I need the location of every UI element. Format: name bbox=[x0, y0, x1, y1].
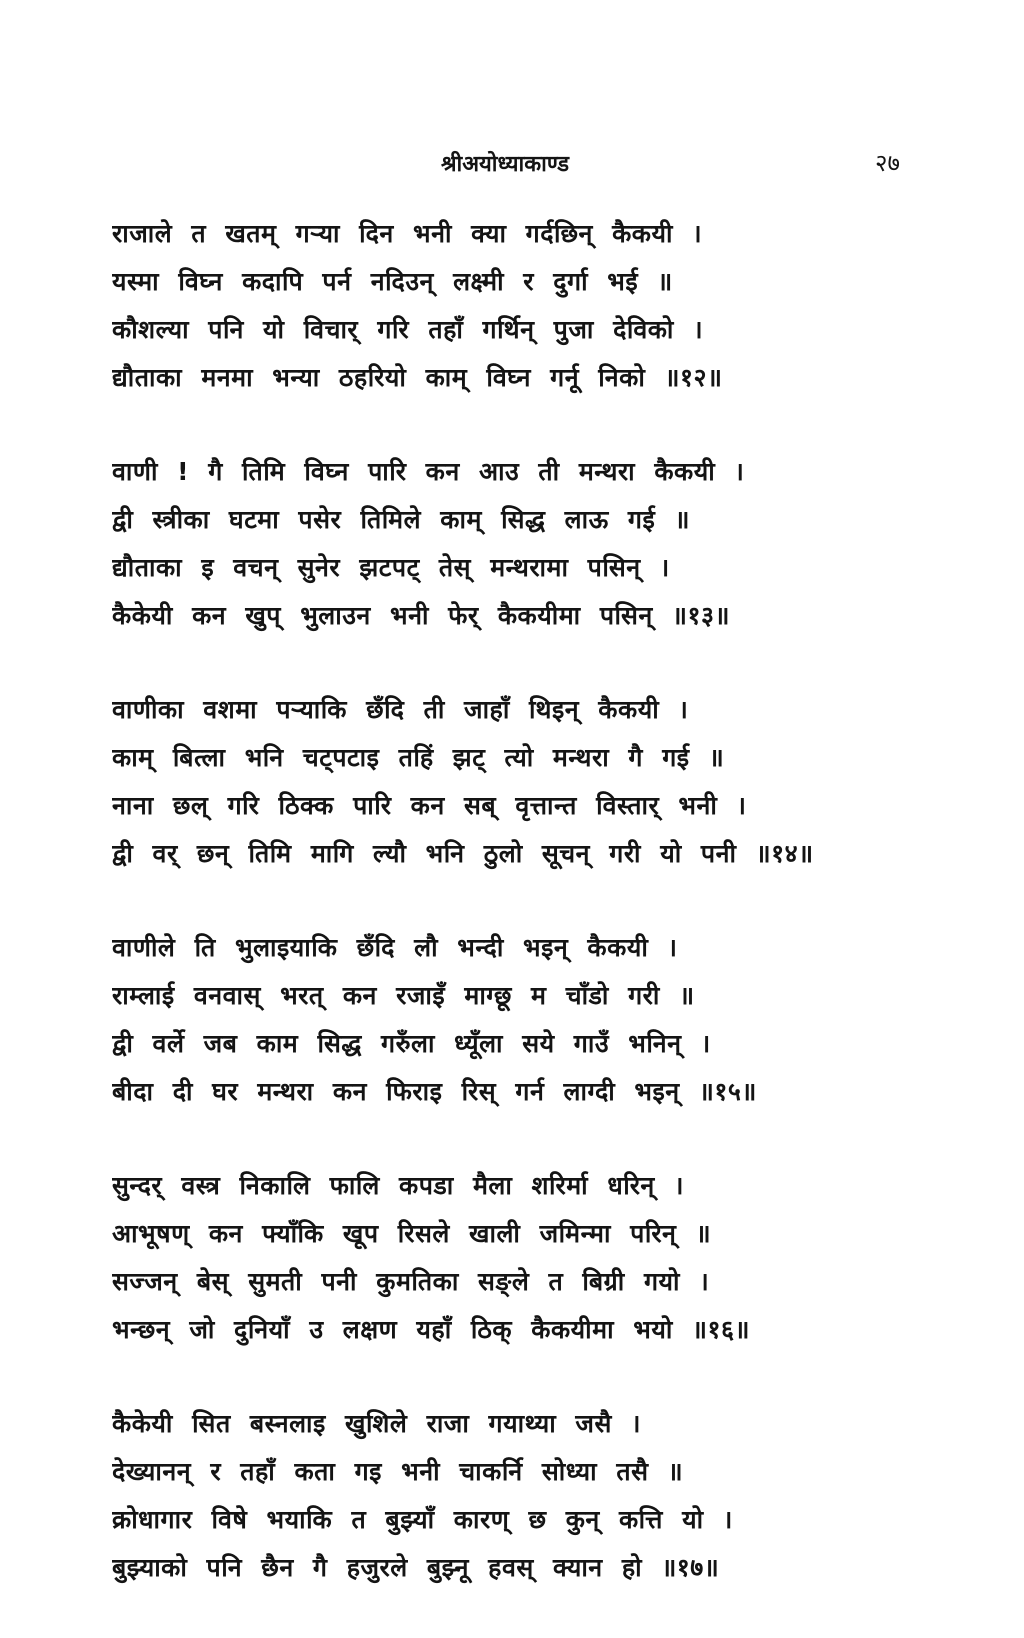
verse-line: कैकेयी सित बस्नलाइ खुशिले राजा गयाथ्या जसै । bbox=[112, 1409, 642, 1438]
verse-line: बुझ्याको पनि छैन गै हजुरले बुझ्नू हवस् क्यान हो ॥१७॥ bbox=[112, 1553, 720, 1582]
verse-line: क्रोधागार विषे भयाकि त बुझ्याँ कारण् छ कुन् कत्ति यो । bbox=[112, 1505, 733, 1534]
verse-line: द्यौताका इ वचन् सुनेर झटपट् तेस् मन्थरामा पसिन् । bbox=[112, 553, 670, 582]
verse-line: सज्जन् बेस् सुमती पनी कुमतिका सङ्ले त बिग्री गयो । bbox=[112, 1267, 710, 1296]
verse-line: यस्मा विघ्न कदापि पर्न नदिउन् लक्ष्मी र दुर्गा भई ॥ bbox=[112, 267, 673, 296]
verse-line: भन्छन् जो दुनियाँ उ लक्षण यहाँ ठिक् कैकयीमा भयो ॥१६॥ bbox=[112, 1315, 750, 1344]
verse-line: द्वी वर् छन् तिमि मागि ल्यौ भनि ठुलो सूचन् गरी यो पनी ॥१४॥ bbox=[112, 839, 814, 868]
stanza-13 bbox=[112, 448, 892, 640]
verse-line: द्वी स्त्रीका घटमा पसेर तिमिले काम् सिद्ध लाऊ गई ॥ bbox=[112, 505, 690, 534]
verse-line: वाणीका वशमा पऱ्याकि छँदि ती जाहाँ थिइन् कैकयी । bbox=[112, 695, 689, 724]
stanza-12 bbox=[112, 210, 892, 402]
verse-line: कैकेयी कन खुप् भुलाउन भनी फेर् कैकयीमा पसिन् ॥१३॥ bbox=[112, 601, 730, 630]
stanza-16 bbox=[112, 1162, 892, 1354]
verse-line: नाना छल् गरि ठिक्क पारि कन सब् वृत्तान्त विस्तार् भनी । bbox=[112, 791, 747, 820]
verse-line: बीदा दी घर मन्थरा कन फिराइ रिस् गर्न लाग्दी भइन् ॥१५॥ bbox=[112, 1077, 757, 1106]
verse-line: राजाले त खतम् गऱ्या दिन भनी क्या गर्दछिन् कैकयी । bbox=[112, 219, 703, 248]
verse-line: सुन्दर् वस्त्र निकालि फालि कपडा मैला शरिर्मा धरिन् । bbox=[112, 1171, 684, 1200]
verse-line: द्वी वर्ले जब काम सिद्ध गरुँला ध्यूँला सये गाउँ भनिन् । bbox=[112, 1029, 711, 1058]
verse-line: कौशल्या पनि यो विचार् गरि तहाँ गर्थिन् पुजा देविको । bbox=[112, 315, 704, 344]
stanza-15 bbox=[112, 924, 892, 1116]
verse-line: देख्यानन् र तहाँ कता गइ भनी चाकर्नि सोध्या तसै ॥ bbox=[112, 1457, 684, 1486]
running-title: श्रीअयोध्याकाण्ड bbox=[440, 152, 570, 177]
verse-line: वाणी ! गै तिमि विघ्न पारि कन आउ ती मन्थरा कैकयी । bbox=[112, 457, 745, 486]
verse-line: वाणीले ति भुलाइयाकि छँदि लौ भन्दी भइन् कैकयी । bbox=[112, 933, 678, 962]
verse-line: राम्लाई वनवास् भरत् कन रजाइँ माग्छू म चाँडो गरी ॥ bbox=[112, 981, 695, 1010]
stanza-14 bbox=[112, 686, 892, 878]
verse-body bbox=[112, 210, 892, 1638]
page-header bbox=[110, 140, 900, 190]
stanza-17 bbox=[112, 1400, 892, 1592]
page-number: २७ bbox=[875, 149, 900, 177]
verse-line: आभूषण् कन फ्याँकि खूप रिसले खाली जमिन्मा परिन् ॥ bbox=[112, 1219, 712, 1248]
verse-line: काम् बित्ला भनि चट्पटाइ तहिं झट् त्यो मन्थरा गै गई ॥ bbox=[112, 743, 725, 772]
verse-line: द्यौताका मनमा भन्या ठहरियो काम् विघ्न गर्नू निको ॥१२॥ bbox=[112, 363, 723, 392]
